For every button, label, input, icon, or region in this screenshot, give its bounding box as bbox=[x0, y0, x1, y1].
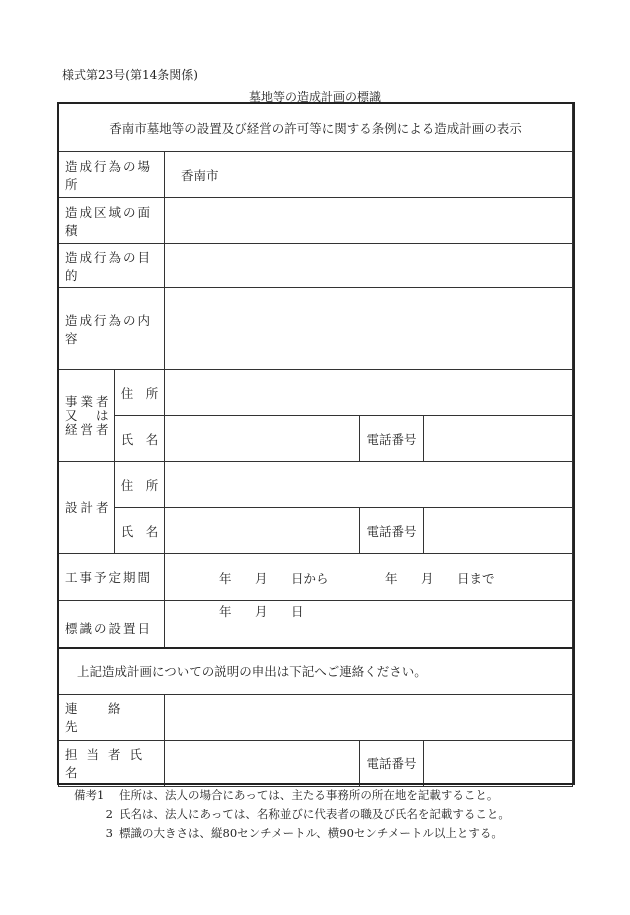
operator-address-value bbox=[165, 370, 573, 416]
contact-phone-value bbox=[424, 740, 573, 786]
note-item bbox=[74, 786, 510, 805]
schedule-label: 工事予定期間 bbox=[59, 554, 165, 601]
designer-phone-value bbox=[424, 508, 573, 554]
operator-name-value bbox=[165, 416, 360, 462]
install-label: 標識の設置日 bbox=[59, 601, 165, 649]
note-number: 1 bbox=[97, 788, 105, 802]
location-label: 造成行為の場所 bbox=[59, 152, 165, 198]
contact-label: 連 絡 先 bbox=[59, 694, 165, 740]
person-label: 担当者氏名 bbox=[59, 740, 165, 786]
note-text: 標識の大きさは、縦80センチメートル、横90センチメートル以上とする。 bbox=[119, 826, 503, 840]
location-value: 香南市 bbox=[165, 152, 573, 198]
schedule-from-year: 年 bbox=[219, 571, 232, 586]
sign-table bbox=[58, 103, 573, 787]
schedule-to-year: 年 bbox=[385, 571, 398, 586]
form-number: 様式第23号(第14条関係) bbox=[62, 68, 198, 82]
contact-phone-label: 電話番号 bbox=[360, 740, 424, 786]
purpose-value bbox=[165, 244, 573, 288]
designer-phone-label: 電話番号 bbox=[360, 508, 424, 554]
note-text: 氏名は、法人にあっては、名称並びに代表者の職及び氏名を記載すること。 bbox=[119, 807, 510, 821]
notes-prefix: 備考 bbox=[74, 788, 97, 802]
content-value bbox=[165, 288, 573, 370]
area-label: 造成区域の面積 bbox=[59, 198, 165, 244]
contact-notice: 上記造成計画についての説明の申出は下記へご連絡ください。 bbox=[59, 648, 573, 694]
install-year: 年 bbox=[219, 604, 232, 619]
designer-address-value bbox=[165, 462, 573, 508]
schedule-to-day: 日まで bbox=[457, 571, 495, 586]
schedule-value bbox=[165, 554, 573, 601]
sign-header: 香南市墓地等の設置及び経営の許可等に関する条例による造成計画の表示 bbox=[59, 104, 573, 152]
content-label: 造成行為の内容 bbox=[59, 288, 165, 370]
schedule-to-month: 月 bbox=[421, 571, 434, 586]
install-month: 月 bbox=[255, 604, 268, 619]
install-day: 日 bbox=[291, 604, 304, 619]
designer-name-label: 氏 名 bbox=[115, 508, 165, 554]
schedule-from-day: 日から bbox=[291, 571, 329, 586]
operator-phone-value bbox=[424, 416, 573, 462]
designer-address-label: 住 所 bbox=[115, 462, 165, 508]
schedule-from-month: 月 bbox=[255, 571, 268, 586]
operator-name-label: 氏 名 bbox=[115, 416, 165, 462]
operator-label: 事業者 又 は 経営者 bbox=[59, 370, 115, 462]
note-number: 2 bbox=[105, 807, 113, 821]
designer-label: 設計者 bbox=[59, 462, 115, 554]
contact-value bbox=[165, 694, 573, 740]
designer-name-value bbox=[165, 508, 360, 554]
note-text: 住所は、法人の場合にあっては、主たる事務所の所在地を記載すること。 bbox=[119, 788, 499, 802]
note-number: 3 bbox=[105, 826, 113, 840]
area-value bbox=[165, 198, 573, 244]
operator-address-label: 住 所 bbox=[115, 370, 165, 416]
note-item bbox=[74, 805, 510, 824]
notes bbox=[74, 786, 510, 843]
form-title: 墓地等の造成計画の標識 bbox=[248, 90, 381, 104]
purpose-label: 造成行為の目的 bbox=[59, 244, 165, 288]
operator-phone-label: 電話番号 bbox=[360, 416, 424, 462]
install-value bbox=[165, 601, 573, 649]
person-value bbox=[165, 740, 360, 786]
note-item bbox=[74, 824, 510, 843]
